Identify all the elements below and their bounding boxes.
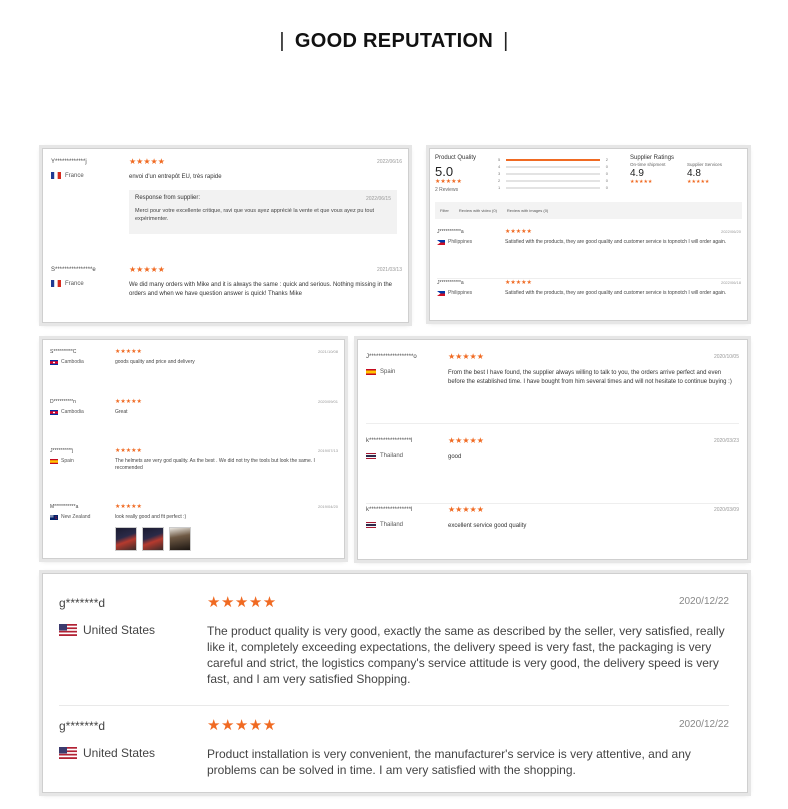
usa-flag-icon (59, 747, 77, 759)
reviewer-name: g*******d (59, 719, 106, 733)
review-text: We did many orders with Mike and it is always the same : quick and serious. Nothing missing in the orders and when we have question answer is quick! Thanks Mike (129, 282, 393, 297)
reviewer-name: D**********n (50, 399, 76, 405)
bar-label: 2 (498, 178, 501, 183)
review-text: Satisfied with the products, they are good quality and customer service is topnotch I will order again. (505, 290, 727, 296)
product-quality-label: Product Quality (435, 155, 477, 161)
on-time-score: 4.9 (630, 168, 644, 179)
reviewer-name: k******************l (366, 507, 413, 513)
bar-count: 0 (605, 185, 608, 190)
filter-label: Filter (440, 208, 449, 213)
review-date: 2020/10/05 (713, 354, 739, 360)
philippines-flag-icon (437, 240, 445, 245)
review-panel-3 (42, 339, 345, 559)
review-date: 2022/06/18 (720, 280, 741, 285)
review-text: goods quality and price and delivery (115, 359, 195, 365)
rating-stars: ★★★★★ (115, 448, 142, 454)
rating-bar-row (498, 177, 608, 184)
rating-bar-row (498, 163, 608, 170)
rating-stars: ★★★★★ (115, 399, 142, 405)
rating-stars: ★★★★★ (207, 594, 277, 611)
review-filters (435, 202, 742, 219)
rating-stars: ★★★★★ (505, 229, 532, 235)
page-title-text: GOOD REPUTATION (294, 30, 494, 52)
title-bar-right: | (503, 30, 509, 52)
bar-track (506, 166, 600, 168)
review-item (59, 596, 729, 706)
bar-fill (506, 159, 600, 161)
country-name: New Zealand (61, 514, 91, 520)
rating-bar-row (498, 184, 608, 191)
country-name: Thailand (380, 453, 404, 459)
reviewer-country (50, 409, 84, 415)
usa-flag-icon (59, 624, 77, 636)
filter-images[interactable]: Review with images (0) (506, 208, 549, 213)
reviewer-name: Y*************j (51, 159, 87, 165)
france-flag-icon (51, 172, 61, 179)
review-images (115, 527, 191, 551)
review-date: 2020/03/09 (713, 507, 739, 513)
review-item (437, 280, 741, 321)
review-image-thumbnail[interactable] (169, 527, 191, 551)
review-item (437, 229, 741, 279)
new-zealand-flag-icon (50, 515, 58, 520)
bar-label: 4 (498, 164, 501, 169)
services-score: 4.8 (687, 168, 701, 179)
review-panel-1 (42, 148, 409, 323)
spain-flag-icon (366, 369, 376, 375)
bar-count: 2 (605, 157, 608, 162)
review-panel-2 (429, 148, 748, 321)
reviews-count: 2 Reviews (435, 187, 459, 193)
response-title: Response from supplier: (135, 195, 201, 201)
review-text: The helmets are very god quality. As the best . We did not try the tools but look the same. I recomended (115, 458, 315, 471)
response-text: Merci pour votre excellente critique, ravi que vous ayez apprécié la vente et que vous ayez pu tout expérimenter. (135, 208, 375, 222)
review-item (366, 438, 739, 504)
on-time-shipment-rating (630, 162, 666, 185)
reviewer-name: J***********a (437, 280, 464, 286)
rating-stars: ★★★★★ (505, 280, 532, 286)
rating-bar-row (498, 170, 608, 177)
country-name: France (65, 280, 84, 287)
bar-label: 1 (498, 185, 501, 190)
country-name: Philippines (448, 239, 473, 245)
review-text: From the best I have found, the supplier always willing to talk to you, the orders arrive perfect and even before the established time. I have bought from him several times and will not hesitate to continue buying :) (448, 370, 732, 385)
review-text: envoi d'un entrepôt EU, très rapide (129, 174, 222, 180)
rating-bars (498, 156, 608, 191)
on-time-label: On-time shipment (630, 162, 666, 167)
review-text: good (448, 454, 462, 460)
supplier-response (129, 190, 397, 234)
review-date: 2022/06/20 (720, 229, 741, 234)
services-label: Supplier Services (687, 162, 723, 167)
review-text: Product installation is very convenient, the manufacturer's service is very attentive, and any problems can be solved in time. I am very satisfied with the shopping. (207, 747, 691, 777)
france-flag-icon (51, 280, 61, 287)
review-text: Satisfied with the products, they are good quality and customer service is topnotch I will order again. (505, 239, 727, 245)
review-panel-5 (42, 573, 748, 793)
philippines-flag-icon (437, 291, 445, 296)
reviewer-country (366, 522, 403, 528)
review-image-thumbnail[interactable] (142, 527, 164, 551)
bar-track (506, 187, 600, 189)
review-text: excellent service good quality (448, 523, 527, 529)
reviewer-country (59, 746, 155, 760)
country-name: Thailand (380, 522, 404, 528)
reviewer-name: M***********a (50, 504, 79, 510)
bar-count: 0 (605, 171, 608, 176)
rating-stars: ★★★★★ (115, 504, 142, 510)
thailand-flag-icon (366, 453, 376, 459)
country-name: Cambodia (61, 409, 84, 415)
cambodia-flag-icon (50, 360, 58, 365)
rating-bar-row (498, 156, 608, 163)
country-name: United States (83, 623, 156, 637)
reviewer-name: g*******d (59, 596, 106, 610)
review-panel-4 (357, 339, 748, 560)
country-name: Spain (380, 369, 396, 375)
review-text: Great (115, 409, 128, 415)
bar-track (506, 173, 600, 175)
rating-stars: ★★★★★ (207, 717, 277, 734)
page-title (269, 30, 518, 53)
response-date: 2022/06/15 (365, 196, 391, 202)
country-name: Spain (61, 458, 74, 464)
reviewer-country (51, 280, 84, 287)
review-item (366, 354, 739, 424)
country-name: France (65, 172, 84, 179)
product-quality-stars: ★★★★★ (435, 179, 462, 185)
review-date: 2021/03/13 (376, 267, 402, 273)
title-bar-left: | (279, 30, 285, 52)
reviewer-name: J**********j (50, 448, 74, 454)
rating-stars: ★★★★★ (448, 352, 484, 361)
review-date: 2020/09/01 (317, 399, 338, 404)
on-time-stars: ★★★★★ (630, 179, 653, 185)
review-date: 2020/12/22 (678, 719, 729, 730)
reviewer-name: J*******************o (366, 354, 417, 360)
product-quality-score: 5.0 (435, 164, 454, 179)
review-item (59, 719, 729, 789)
review-date: 2021/10/08 (317, 349, 338, 354)
rating-stars: ★★★★★ (129, 265, 165, 274)
country-name: Philippines (448, 290, 473, 296)
reviewer-country (59, 623, 155, 637)
reviewer-name: J***********a (437, 229, 464, 235)
reviewer-name: k******************l (366, 438, 413, 444)
review-image-thumbnail[interactable] (115, 527, 137, 551)
review-date: 2020/03/23 (713, 438, 739, 444)
cambodia-flag-icon (50, 410, 58, 415)
review-date: 2020/12/22 (678, 596, 729, 607)
review-text: The product quality is very good, exactly the same as described by the seller, very satisfied, really like it, completely exceeding expectations, the delivery speed is very fast, the packaging is very careful and strict, the logistics company's service attitude is very good, the delivery speed is very fast, and I am very satisfied Shopping. (207, 624, 725, 686)
reviewer-country (366, 453, 403, 459)
thailand-flag-icon (366, 522, 376, 528)
reviewer-name: S****************e (51, 267, 96, 273)
reviewer-country (437, 290, 472, 296)
bar-label: 3 (498, 171, 501, 176)
country-name: United States (83, 746, 156, 760)
country-name: Cambodia (61, 359, 84, 365)
supplier-ratings-label: Supplier Ratings (630, 155, 675, 161)
rating-stars: ★★★★★ (448, 505, 484, 514)
reviewer-country (51, 172, 84, 179)
rating-stars: ★★★★★ (115, 349, 142, 355)
reviewer-country (366, 369, 395, 375)
reviewer-country (50, 458, 74, 464)
review-text: look really good and fit perfect :) (115, 514, 187, 520)
review-item (366, 507, 739, 557)
bar-label: 5 (498, 157, 501, 162)
bar-count: 0 (605, 178, 608, 183)
review-date: 2019/07/13 (317, 448, 338, 453)
reviewer-country (437, 239, 472, 245)
page-header (0, 30, 788, 53)
reviewer-country (50, 514, 90, 520)
services-stars: ★★★★★ (687, 179, 710, 185)
supplier-services-rating (687, 162, 722, 185)
spain-flag-icon (50, 459, 58, 464)
bar-track (506, 180, 600, 182)
bar-track (506, 159, 600, 161)
filter-video[interactable]: Review with video (0) (458, 208, 497, 213)
rating-stars: ★★★★★ (448, 436, 484, 445)
rating-stars: ★★★★★ (129, 157, 165, 166)
reviewer-country (50, 359, 84, 365)
review-date: 2019/04/20 (317, 504, 338, 509)
reviewer-name: S**********C (50, 349, 77, 355)
review-date: 2022/06/16 (376, 159, 402, 165)
bar-count: 0 (605, 164, 608, 169)
review-item (51, 267, 402, 317)
